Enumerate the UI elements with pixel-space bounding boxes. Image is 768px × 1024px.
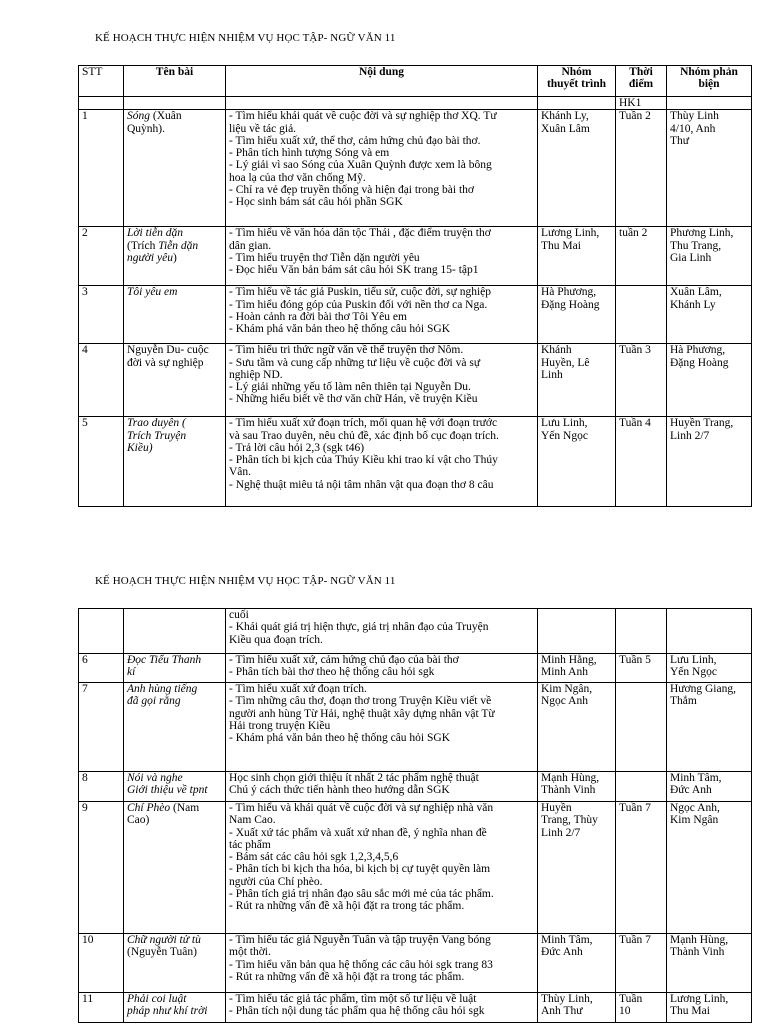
table-row [79,802,752,934]
page2-title: KẾ HOẠCH THỰC HIỆN NHIỆM VỤ HỌC TẬP- NGỮ VĂN 11 [95,575,396,587]
row-review: Xuân Lâm, Khánh Ly [667,286,752,344]
table-row [79,417,752,507]
row-content: - Tìm hiểu xuất xứ đoạn trích, mối quan hệ với đoạn trước và sau Trao duyên, nêu chủ đề, xác định bố cục đoạn trích. - Trả lời câu hỏi 2,3 (sgk t46) - Phân tích bi kịch của Thúy Kiều khi trao kỉ vật cho Thúy Vân. - Nghệ thuật miêu tả nội tâm nhân vật qua đoạn thơ 8 câu [226,417,538,507]
row-content: - Tìm hiểu khái quát về cuộc đời và sự nghiệp thơ XQ. Tư liệu về tác giả. - Tìm hiểu xuất xứ, thể thơ, cảm hứng chủ đạo bài thơ. - Phân tích hình tượng Sóng và em - Lý giải vì sao Sóng của Xuân Quỳnh được xem là bông hoa lạ của thơ văn chống Mỹ. - Chỉ ra vẻ đẹp truyền thống và hiện đại trong bài thơ - Học sinh bám sát câu hỏi phần SGK [226,110,538,227]
page1-title: KẾ HOẠCH THỰC HIỆN NHIỆM VỤ HỌC TẬP- NGỮ VĂN 11 [95,32,396,44]
row-stt: 11 [79,993,124,1023]
continuation-row [79,609,752,654]
table-row [79,110,752,227]
row-group: Thùy Linh, Anh Thư [538,993,616,1023]
table-row [79,227,752,286]
table-row [79,772,752,802]
table-row [79,286,752,344]
row-group: Khánh Ly, Xuân Lâm [538,110,616,227]
row-content: - Tìm hiểu tri thức ngữ văn về thể truyện thơ Nôm. - Sưu tầm và cung cấp những tư liệu về cuộc đời và sự nghiệp ND. - Lý giải những yếu tố làm nên thiên tại Nguyễn Du. - Những hiểu biết về thơ văn chữ Hán, về truyện Kiều [226,344,538,417]
row-title: Đọc Tiểu Thanh kí [124,654,226,683]
row-title: Tôi yêu em [124,286,226,344]
row-time [616,772,667,802]
row-review: Thùy Linh 4/10, Anh Thư [667,110,752,227]
row-time [616,683,667,772]
table-row [79,683,752,772]
row-review: Ngọc Anh, Kim Ngân [667,802,752,934]
row-group: Minh Hằng, Minh Anh [538,654,616,683]
row-review: Huyền Trang, Linh 2/7 [667,417,752,507]
row-review: Mạnh Hùng, Thành Vinh [667,934,752,993]
row-content: - Tìm hiểu về văn hóa dân tộc Thái , đặc điểm truyện thơ dân gian. - Tìm hiểu truyện thơ Tiễn dặn người yêu - Đọc hiểu Văn bản bám sát câu hỏi SK trang 15- tập1 [226,227,538,286]
row-time: Tuần 7 [616,802,667,934]
row-title: Anh hùng tiếng đã gọi rằng [124,683,226,772]
table-row [79,993,752,1023]
row-time: Tuần 4 [616,417,667,507]
row-stt: 8 [79,772,124,802]
row-review: Lưu Linh, Yến Ngọc [667,654,752,683]
row-group: Lưu Linh, Yến Ngọc [538,417,616,507]
semester-label: HK1 [616,97,667,110]
row-content: - Tìm hiểu tác giả tác phẩm, tìm một số tư liệu về luật - Phân tích nội dung tác phẩm qua hệ thống câu hỏi sgk [226,993,538,1023]
row-group: Lương Linh, Thu Mai [538,227,616,286]
row-time: tuần 2 [616,227,667,286]
row-stt: 7 [79,683,124,772]
header-row [79,66,752,97]
header-thoi-diem: Thời điểm [616,66,667,97]
row-stt: 3 [79,286,124,344]
row-title: Phải coi luật pháp như khí trời [124,993,226,1023]
row-time: Tuần 5 [616,654,667,683]
row-review: Minh Tâm, Đức Anh [667,772,752,802]
row-title: Chí Phèo (Nam Cao) [124,802,226,934]
row-review: Hương Giang, Thắm [667,683,752,772]
row-title: Sóng (Xuân Quỳnh). [124,110,226,227]
row-title: Trao duyên ( Trích Truyện Kiều) [124,417,226,507]
row-group: Khánh Huyền, Lê Linh [538,344,616,417]
row-title: Lời tiễn dặn (Trích Tiễn dặn người yêu) [124,227,226,286]
row-title: Nguyễn Du- cuộc đời và sự nghiệp [124,344,226,417]
row-stt: 5 [79,417,124,507]
row-group: Minh Tâm, Đức Anh [538,934,616,993]
table-row [79,344,752,417]
row-time: Tuần 2 [616,110,667,227]
row-time: Tuần 10 [616,993,667,1023]
row-time: Tuần 3 [616,344,667,417]
row-content: cuối - Khái quát giá trị hiện thực, giá trị nhân đạo của Truyện Kiều qua đoạn trích. [226,609,538,654]
row-content: - Tìm hiểu xuất xứ đoạn trích. - Tìm những câu thơ, đoạn thơ trong Truyện Kiều viết về người anh hùng Từ Hải, nghệ thuật xây dựng nhân vật Từ Hải trong truyện Kiều - Khám phá văn bản theo hệ thống câu hỏi SGK [226,683,538,772]
row-content: - Tìm hiểu tác giả Nguyễn Tuân và tập truyện Vang bóng một thời. - Tìm hiểu văn bản qua hệ thống các câu hỏi sgk trang 83 - Rút ra những vấn đề xã hội đặt ra trong tác phẩm. [226,934,538,993]
row-review: Lương Linh, Thu Mai [667,993,752,1023]
header-stt: STT [79,66,124,97]
plan-table-page1 [78,65,752,507]
header-noi-dung: Nội dung [226,66,538,97]
row-time: Tuần 7 [616,934,667,993]
row-title: Chữ người tử tù (Nguyễn Tuân) [124,934,226,993]
table-row [79,654,752,683]
row-title: Nói và nghe Giới thiệu về tpnt [124,772,226,802]
header-nhom-phan-bien: Nhóm phản biện [667,66,752,97]
row-content: - Tìm hiểu về tác giả Puskin, tiểu sử, cuộc đời, sự nghiệp - Tìm hiểu đóng góp của Puskin đối với nền thơ ca Nga. - Hoàn cảnh ra đời bài thơ Tôi Yêu em - Khám phá văn bản theo hệ thống câu hỏi SGK [226,286,538,344]
row-content: Học sinh chọn giới thiệu ít nhất 2 tác phẩm nghệ thuật Chú ý cách thức tiến hành theo hướng dẫn SGK [226,772,538,802]
row-group: Kim Ngân, Ngọc Anh [538,683,616,772]
row-content: - Tìm hiểu xuất xứ, cảm hứng chủ đạo của bài thơ - Phân tích bài thơ theo hệ thống câu hỏi sgk [226,654,538,683]
header-nhom-thuyet-trinh: Nhóm thuyết trình [538,66,616,97]
row-stt: 2 [79,227,124,286]
semester-row [79,97,752,110]
plan-table-page2 [78,608,752,1023]
row-group: Mạnh Hùng, Thành Vinh [538,772,616,802]
row-review: Hà Phương, Đặng Hoàng [667,344,752,417]
row-stt: 9 [79,802,124,934]
row-stt: 6 [79,654,124,683]
row-review: Phương Linh, Thu Trang, Gia Linh [667,227,752,286]
table-row [79,934,752,993]
row-stt: 10 [79,934,124,993]
row-group: Hà Phương, Đặng Hoàng [538,286,616,344]
row-content: - Tìm hiểu và khái quát về cuộc đời và sự nghiệp nhà văn Nam Cao. - Xuất xứ tác phẩm và xuất xứ nhan đề, ý nghĩa nhan đề tác phẩm - Bám sát các câu hỏi sgk 1,2,3,4,5,6 - Phân tích bi kịch tha hóa, bi kịch bị cự tuyệt quyền làm người của Chí phèo. - Phân tích giá trị nhân đạo sâu sắc mới mẻ của tác phẩm. - Rút ra những vấn đề xã hội đặt ra trong tác phẩm. [226,802,538,934]
row-stt: 4 [79,344,124,417]
row-group: Huyền Trang, Thùy Linh 2/7 [538,802,616,934]
row-stt: 1 [79,110,124,227]
row-time [616,286,667,344]
header-ten-bai: Tên bài [124,66,226,97]
